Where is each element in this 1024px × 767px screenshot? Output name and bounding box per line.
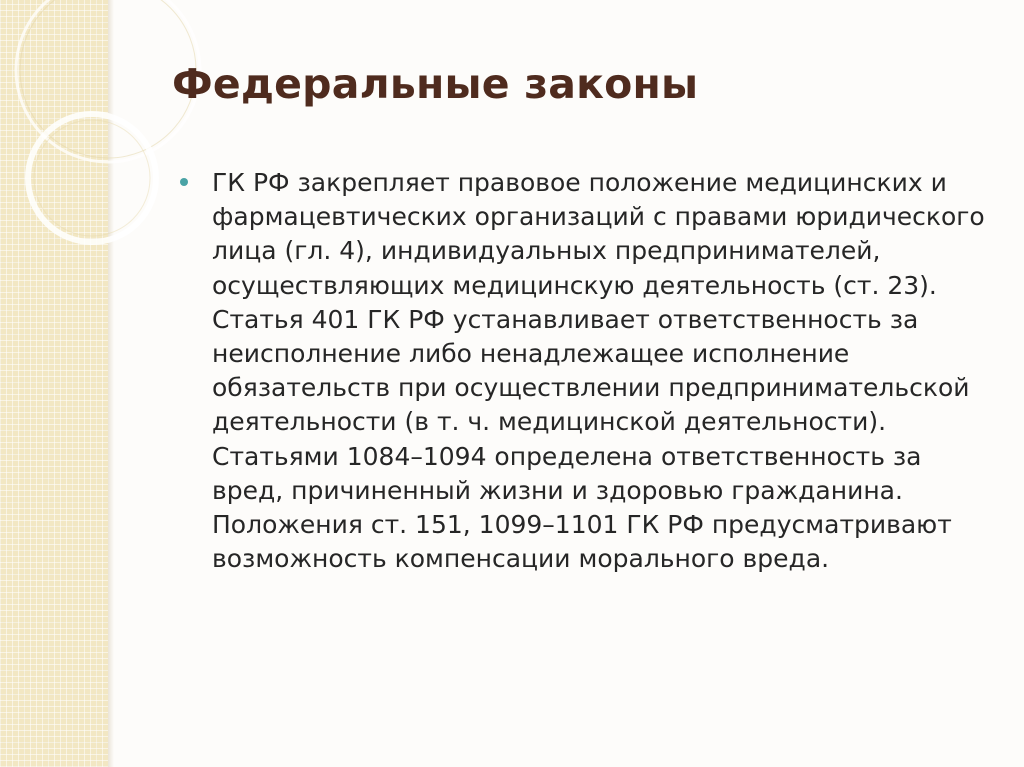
decorative-rings-icon: [0, 0, 140, 767]
bullet-text: ГК РФ закрепляет правовое положение медицинских и фармацевтических организаций с правами юридического лица (гл. 4), индивидуальных предпринимателей, осуществляющих медицинскую деятельность (ст. 23). Статья 401 ГК РФ устанавливает ответственность за неисполнение либо ненадлежащее исполнение обязательств при осуществлении предпринимательской деятельности (в т. ч. медицинской деятельности). Статьями 1084–1094 определена ответственность за вред, причиненный жизни и здоровью гражданина. Положения ст. 151, 1099–1101 ГК РФ предусматривают возможность компенсации морального вреда.: [212, 168, 985, 574]
slide-content: [178, 166, 988, 576]
slide-title: Федеральные законы: [172, 60, 699, 108]
bullet-item: [178, 166, 988, 576]
round-bullet-icon: [180, 178, 188, 186]
